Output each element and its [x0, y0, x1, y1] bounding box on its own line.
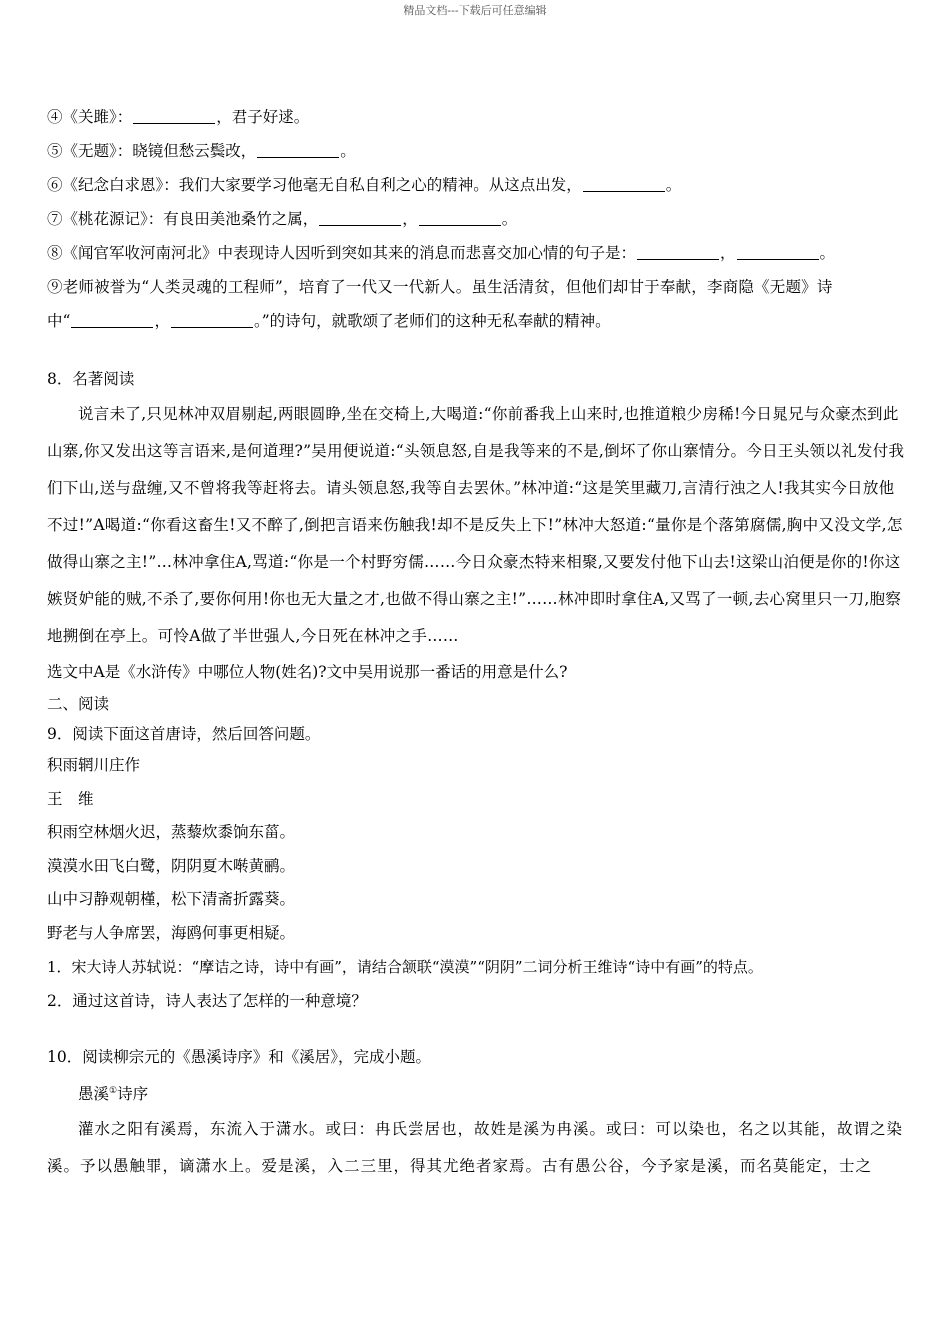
answer-blank[interactable]: [419, 209, 501, 226]
item-text: ⑤《无题》：晓镜但愁云鬓改，: [47, 142, 257, 160]
answer-blank[interactable]: [583, 175, 665, 192]
poem-line: 山中习静观朝槿，松下清斋折露葵。: [47, 890, 296, 908]
fill-in-item-9-line2: [47, 304, 905, 338]
question-8-prompt: 选文中A是《水浒传》中哪位人物(姓名)?文中吴用说那一番话的用意是什么?: [47, 663, 568, 681]
answer-blank[interactable]: [737, 243, 819, 260]
item-text: 。: [340, 142, 356, 160]
fill-in-item-5: [47, 134, 905, 168]
poem-line: 野老与人争席罢，海鸥何事更相疑。: [47, 923, 296, 942]
item-text: ⑧《闻官军收河南河北》中表现诗人因听到突如其来的消息而悲喜交加心情的句子是：: [47, 244, 637, 262]
item-text: 。”的诗句，就歌颂了老师们的这种无私奉献的精神。: [253, 312, 611, 330]
item-text: 中“: [47, 312, 71, 330]
question-8-passage: 说言未了,只见林冲双眉剔起,两眼圆睁,坐在交椅上,大喝道:“你前番我上山来时,也推道粮少房稀!今日晁兄与众豪杰到此山寨,你又发出这等言语来,是何道理?”吴用便说道:“头领息怒,自是我等来的不是,倒坏了你山寨情分。今日王头领以礼发付我们下山,送与盘缠,又不曾将我等赶将去。请头领息怒,我等自去罢休。”林冲道:“这是笑里藏刀,言清行浊之人!我其实今日放他不过!”A喝道:“你看这畜生!又不醉了,倒把言语来伤触我!却不是反失上下!”林冲大怒道:“量你是个落第腐儒,胸中又没文学,怎做得山寨之主!”…林冲拿住A,骂道:“你是一个村野穷儒……今日众豪杰特来相聚,又要发付他下山去!这梁山泊便是你的!你这嫉贤妒能的贼,不杀了,要你何用!你也无大量之才,也做不得山寨之主!”……林冲即时拿住A,又骂了一顿,去心窝里只一刀,胞察地搠倒在亭上。可怜A做了半世强人,今日死在林冲之手……: [47, 405, 905, 645]
question-9-title: 9．阅读下面这首唐诗，然后回答问题。: [47, 725, 321, 743]
poem-line: 漠漠水田飞白鹭，阴阴夏木啭黄鹂。: [47, 856, 296, 875]
question-8-title: 8．名著阅读: [47, 370, 135, 388]
answer-blank[interactable]: [319, 209, 401, 226]
heading-text: 愚溪: [78, 1085, 110, 1104]
question-9-sub-2: 2．通过这首诗，诗人表达了怎样的一种意境？: [47, 992, 367, 1010]
answer-blank[interactable]: [257, 141, 339, 158]
spacer: [47, 338, 905, 362]
question-10-title: 10．阅读柳宗元的《愚溪诗序》和《溪居》，完成小题。: [47, 1048, 431, 1066]
item-text: ，: [720, 244, 736, 262]
document-content: [47, 100, 905, 1185]
item-text: 。: [819, 244, 836, 262]
item-text: 。: [501, 210, 518, 228]
poem-title: 积雨辋川庄作: [47, 756, 141, 774]
answer-blank[interactable]: [171, 311, 253, 328]
poem-line: 积雨空林烟火迟，蒸藜炊黍饷东菑。: [47, 823, 296, 841]
fill-in-item-7: [47, 202, 905, 236]
question-10-passage: 灌水之阳有溪焉，东流入于潇水。或曰：冉氏尝居也，故姓是溪为冉溪。或曰：可以染也，名之以其能，故谓之染溪。予以愚触罪，谪潇水上。爱是溪，入二三里，得其尤绝者家焉。古有愚公谷，今予家是溪，而名莫能定，士之: [47, 1120, 904, 1176]
spacer: [47, 1018, 905, 1040]
item-text: 。: [665, 176, 682, 194]
question-10-heading: [47, 1074, 905, 1111]
section-heading: 二、阅读: [47, 695, 110, 713]
answer-blank[interactable]: [71, 311, 153, 328]
fill-in-item-4: [47, 100, 905, 134]
answer-blank[interactable]: [637, 243, 719, 260]
item-text: ，: [402, 210, 418, 228]
poem-author: 王 维: [47, 789, 94, 808]
item-text: ⑥《纪念白求恩》：我们大家要学习他毫无自私自利之心的精神。从这点出发，: [47, 176, 582, 194]
question-9-sub-1: 1．宋大诗人苏轼说：“摩诘之诗，诗中有画”，请结合颔联“漠漠”“阴阴”二词分析王维诗“诗中有画”的特点。: [47, 958, 763, 976]
item-text: ④《关雎》：: [47, 108, 133, 126]
page-header: 精品文档---下载后可任意编辑: [403, 4, 547, 17]
footnote-marker: ①: [109, 1086, 118, 1096]
fill-in-item-6: [47, 168, 905, 202]
answer-blank[interactable]: [133, 107, 215, 124]
heading-text: 诗序: [117, 1085, 149, 1104]
item-text: ，君子好逑。: [216, 108, 310, 126]
fill-in-item-9-line1: ⑨老师被誉为“人类灵魂的工程师”，培育了一代又一代新人。虽生活清贫，但他们却甘于奉献，李商隐《无题》诗: [47, 278, 833, 296]
item-text: ⑦《桃花源记》：有良田美池桑竹之属，: [47, 210, 319, 228]
item-text: ，: [154, 312, 170, 330]
fill-in-item-8: [47, 236, 905, 270]
